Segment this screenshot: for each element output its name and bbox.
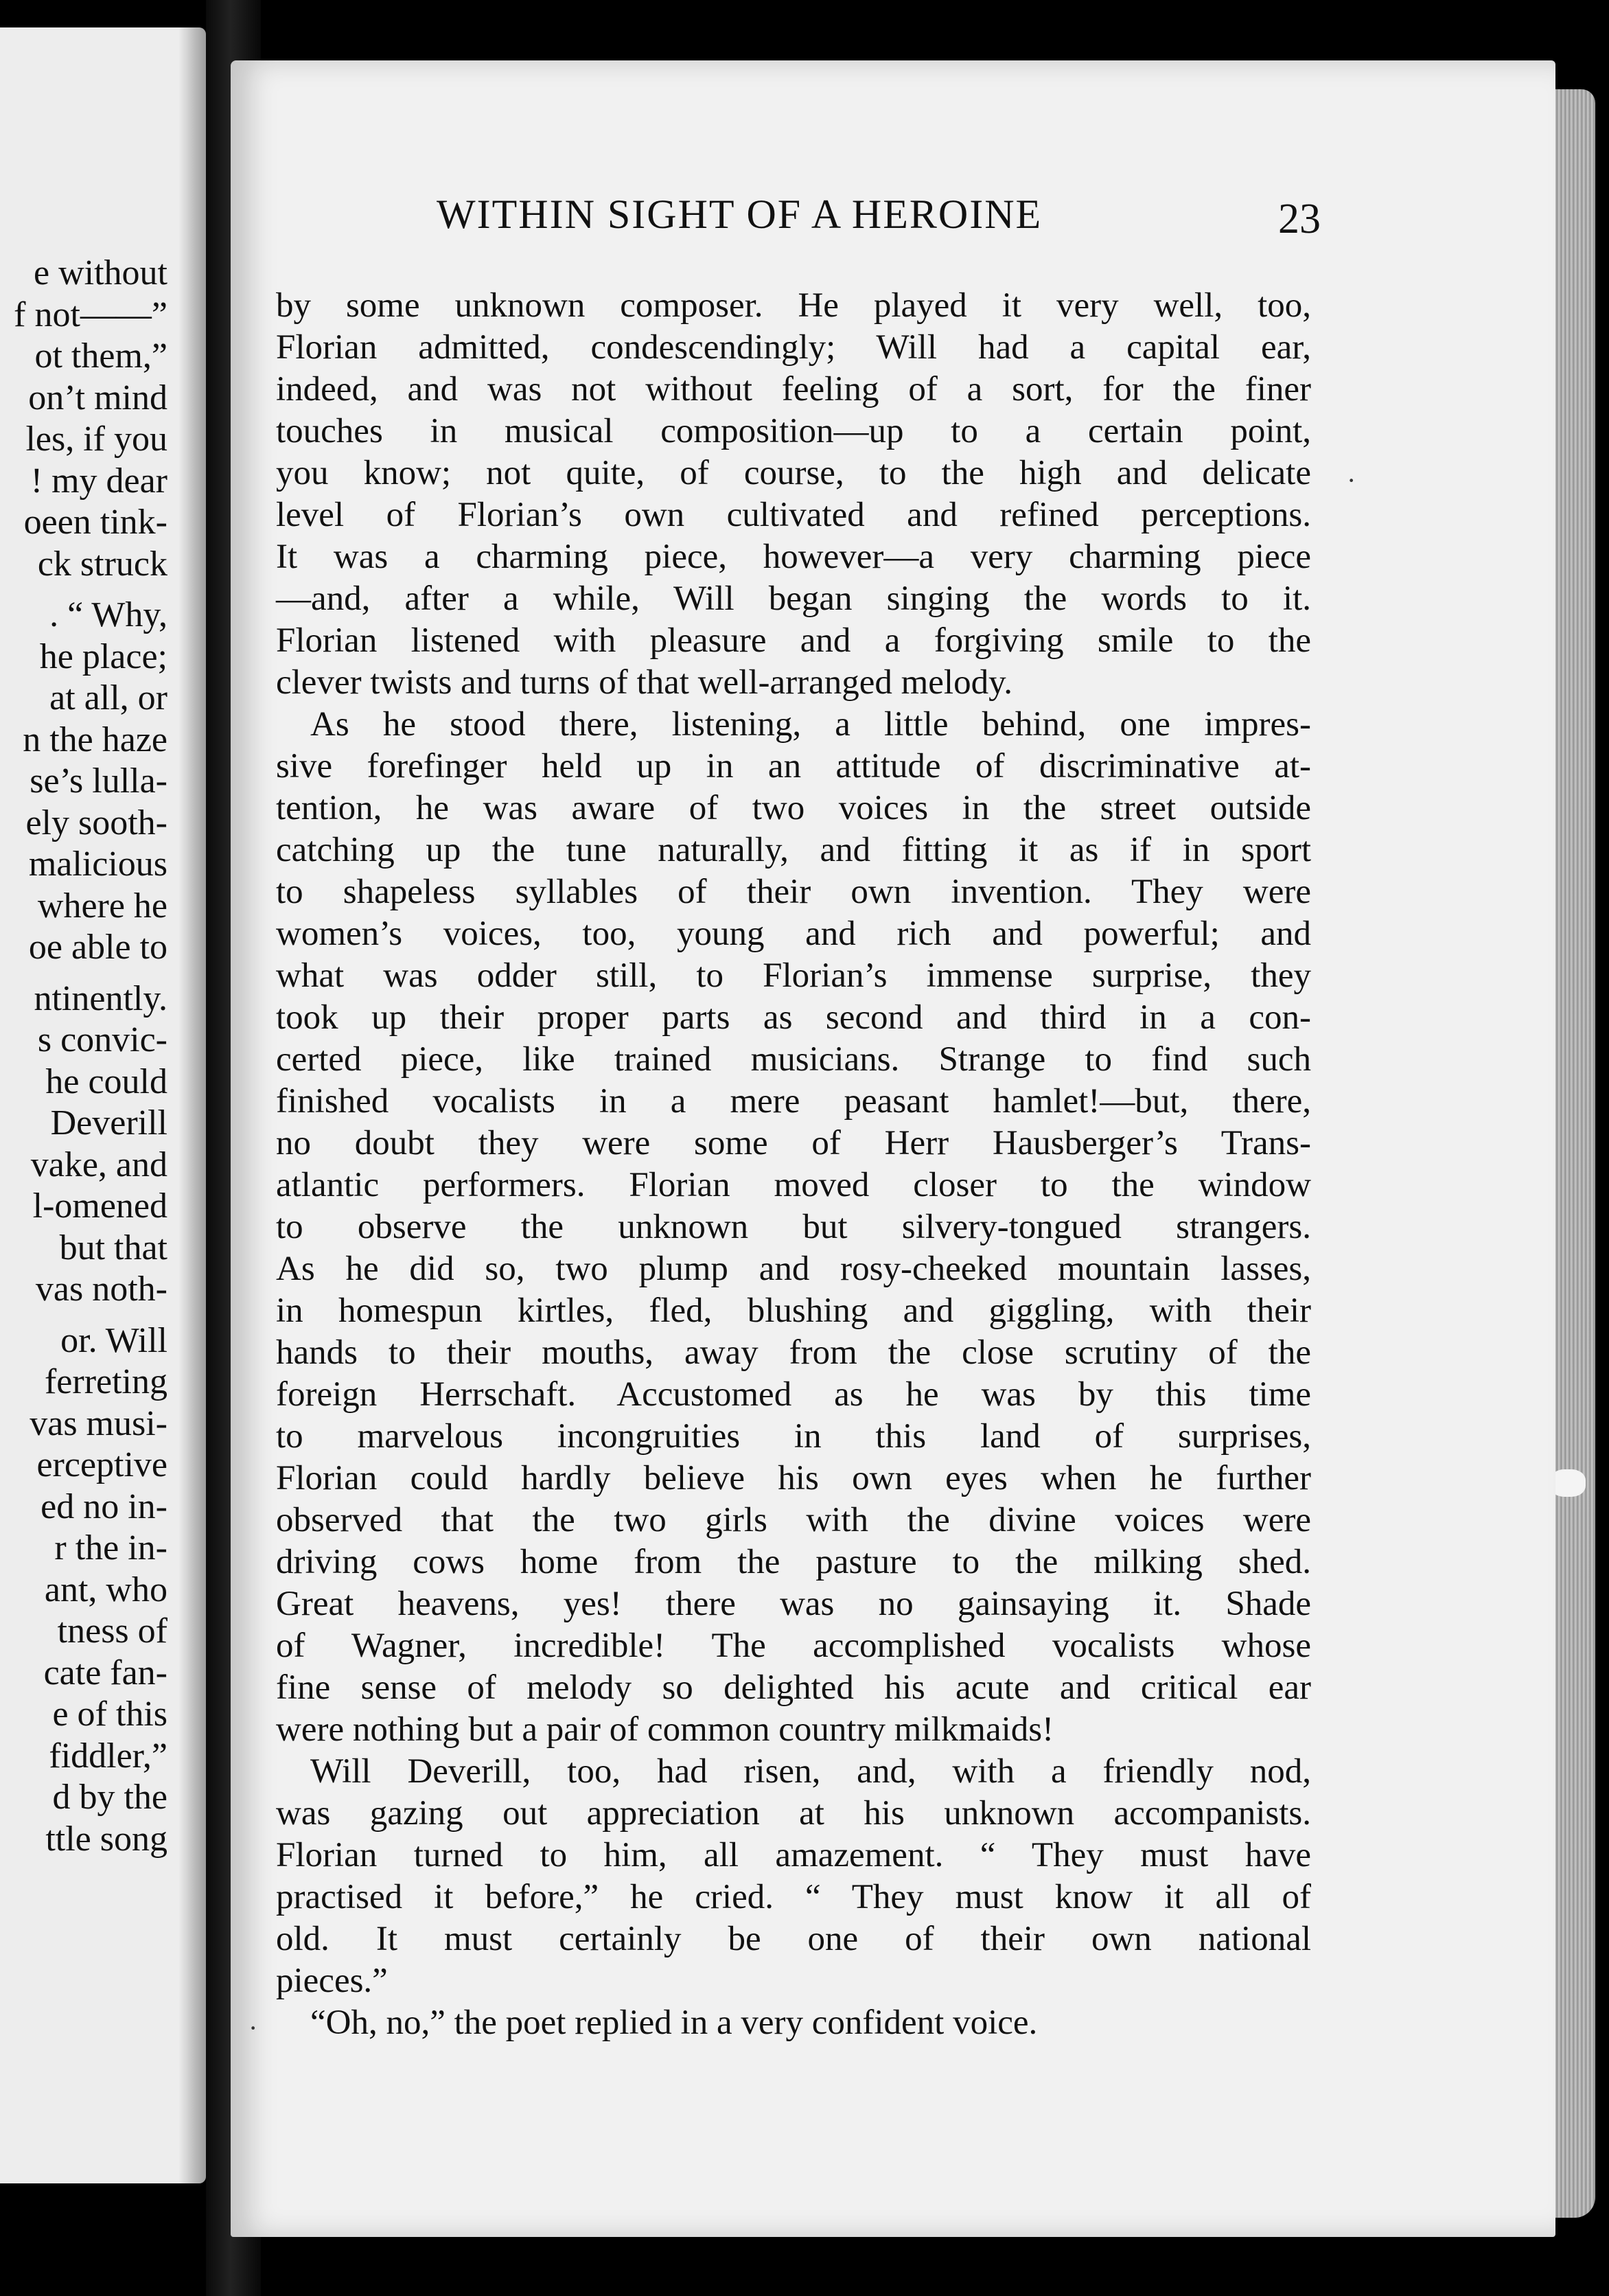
body-text-line: women’s voices, too, young and rich and powerful; and [276,915,1311,953]
left-page-line: e of this [52,1695,167,1734]
left-page-line: at all, or [49,678,167,718]
body-text-line: As he stood there, listening, a little behind, one impres- [310,705,1311,744]
body-text-line: It was a charming piece, however—a very charming piece [276,538,1311,576]
body-text-line: Will Deverill, too, had risen, and, with a friendly nod, [310,1752,1311,1791]
body-text-line: observed that the two girls with the divine voices were [276,1501,1311,1539]
body-text-line: of Wagner, incredible! The accomplished vocalists whose [276,1627,1311,1665]
body-text-line: tention, he was aware of two voices in the street outside [276,789,1311,827]
body-text-line: to observe the unknown but silvery-tongued strangers. [276,1208,1311,1246]
left-page-line: Deverill [50,1103,167,1143]
body-text-line: “Oh, no,” the poet replied in a very confident voice. [310,2004,1038,2042]
left-page-line: tness of [57,1611,167,1651]
body-text-line: were nothing but a pair of common country milkmaids! [276,1710,1054,1749]
left-page-line: r the in- [54,1528,167,1568]
body-text-line: As he did so, two plump and rosy-cheeked mountain lasses, [276,1250,1311,1288]
left-page-line: d by the [52,1778,167,1817]
body-text-line: Florian admitted, condescendingly; Will had a capital ear, [276,328,1311,367]
body-text-line: level of Florian’s own cultivated and refined perceptions. [276,496,1311,534]
left-page-line: s convic- [37,1020,167,1059]
body-text-line: touches in musical composition—up to a certain point, [276,412,1311,450]
body-text-line: took up their proper parts as second and third in a con- [276,998,1311,1037]
body-text-line: practised it before,” he cried. “ They must know it all of [276,1878,1311,1916]
left-page-line: ! my dear [30,461,167,501]
left-page-line: ant, who [44,1570,167,1609]
stray-dot-mark: · [1347,465,1356,496]
gutter-shadow [178,27,206,2183]
body-text-line: Great heavens, yes! there was no gainsaying it. Shade [276,1585,1311,1623]
body-text-line: sive forefinger held up in an attitude of discriminative at- [276,747,1311,785]
left-page-line: fiddler,” [49,1736,167,1776]
left-page-line: malicious [28,845,167,884]
stray-dot-mark: · [248,2012,258,2043]
page-number: 23 [1278,196,1321,242]
left-page-line: vas noth- [35,1270,167,1309]
body-text-line: catching up the tune naturally, and fitting it as if in sport [276,831,1311,869]
body-text-line: Florian listened with pleasure and a forgiving smile to the [276,621,1311,660]
body-text-line: what was odder still, to Florian’s immense surprise, they [276,956,1311,995]
left-page-line: l-omened [32,1186,167,1226]
body-text-line: no doubt they were some of Herr Hausberger’s Trans- [276,1124,1311,1162]
body-text-line: finished vocalists in a mere peasant hamlet!—but, there, [276,1082,1311,1121]
body-text-line: by some unknown composer. He played it very well, too, [276,286,1311,325]
body-text-line: hands to their mouths, away from the close scrutiny of the [276,1333,1311,1372]
body-text-line: pieces.” [276,1962,388,2000]
body-text-line: clever twists and turns of that well-arranged melody. [276,663,1013,702]
body-text-line: fine sense of melody so delighted his acute and critical ear [276,1668,1311,1707]
left-page-line: he place; [39,636,167,676]
left-facing-page [0,27,206,2183]
left-page-line: on’t mind [28,378,167,417]
left-page-line: ck struck [37,544,167,584]
left-page-line: he could [45,1061,167,1101]
body-text-line: Florian turned to him, all amazement. “ They must have [276,1836,1311,1874]
left-page-line: n the haze [23,720,167,759]
left-page-line: where he [37,886,167,926]
body-text-line: indeed, and was not without feeling of a sort, for the finer [276,370,1311,409]
main-page [231,60,1555,2237]
left-page-line: but that [59,1228,167,1267]
left-page-line: oe able to [28,928,167,967]
body-text-line: to marvelous incongruities in this land of surprises, [276,1417,1311,1456]
left-page-line: f not——” [14,295,167,334]
left-page-line: vas musi- [30,1403,167,1443]
body-text-line: to shapeless syllables of their own invention. They were [276,873,1311,911]
body-text-line: in homespun kirtles, fled, blushing and giggling, with their [276,1292,1311,1330]
left-page-line: vake, and [30,1145,167,1184]
left-page-line: ot them,” [34,336,167,376]
body-text-line: —and, after a while, Will began singing the words to it. [276,579,1311,618]
running-head: WITHIN SIGHT OF A HEROINE [437,192,1043,237]
left-page-line: or. Will [60,1320,167,1360]
body-text-line: old. It must certainly be one of their own national [276,1920,1311,1958]
left-page-line: ntinently. [34,978,167,1018]
left-page-line: cate fan- [43,1653,167,1692]
left-page-line: les, if you [25,420,167,459]
body-text-line: you know; not quite, of course, to the high and delicate [276,454,1311,492]
body-text-line: foreign Herrschaft. Accustomed as he was by this time [276,1375,1311,1414]
body-text-line: atlantic performers. Florian moved closer to the window [276,1166,1311,1204]
left-page-line: ely sooth- [25,803,167,842]
left-page-line: se’s lulla- [30,761,167,801]
body-text-line: certed piece, like trained musicians. Strange to find such [276,1040,1311,1079]
left-page-line: oeen tink- [23,503,167,542]
left-page-line: ttle song [45,1819,167,1859]
body-text-line: Florian could hardly believe his own eyes when he further [276,1459,1311,1497]
left-page-line: . “ Why, [49,595,167,634]
body-text-line: driving cows home from the pasture to the milking shed. [276,1543,1311,1581]
left-page-line: e without [34,253,167,292]
left-page-line: ferreting [44,1362,167,1401]
body-text-line: was gazing out appreciation at his unknown accompanists. [276,1794,1311,1833]
left-page-line: ed no in- [40,1486,167,1526]
left-page-line: erceptive [36,1445,167,1484]
